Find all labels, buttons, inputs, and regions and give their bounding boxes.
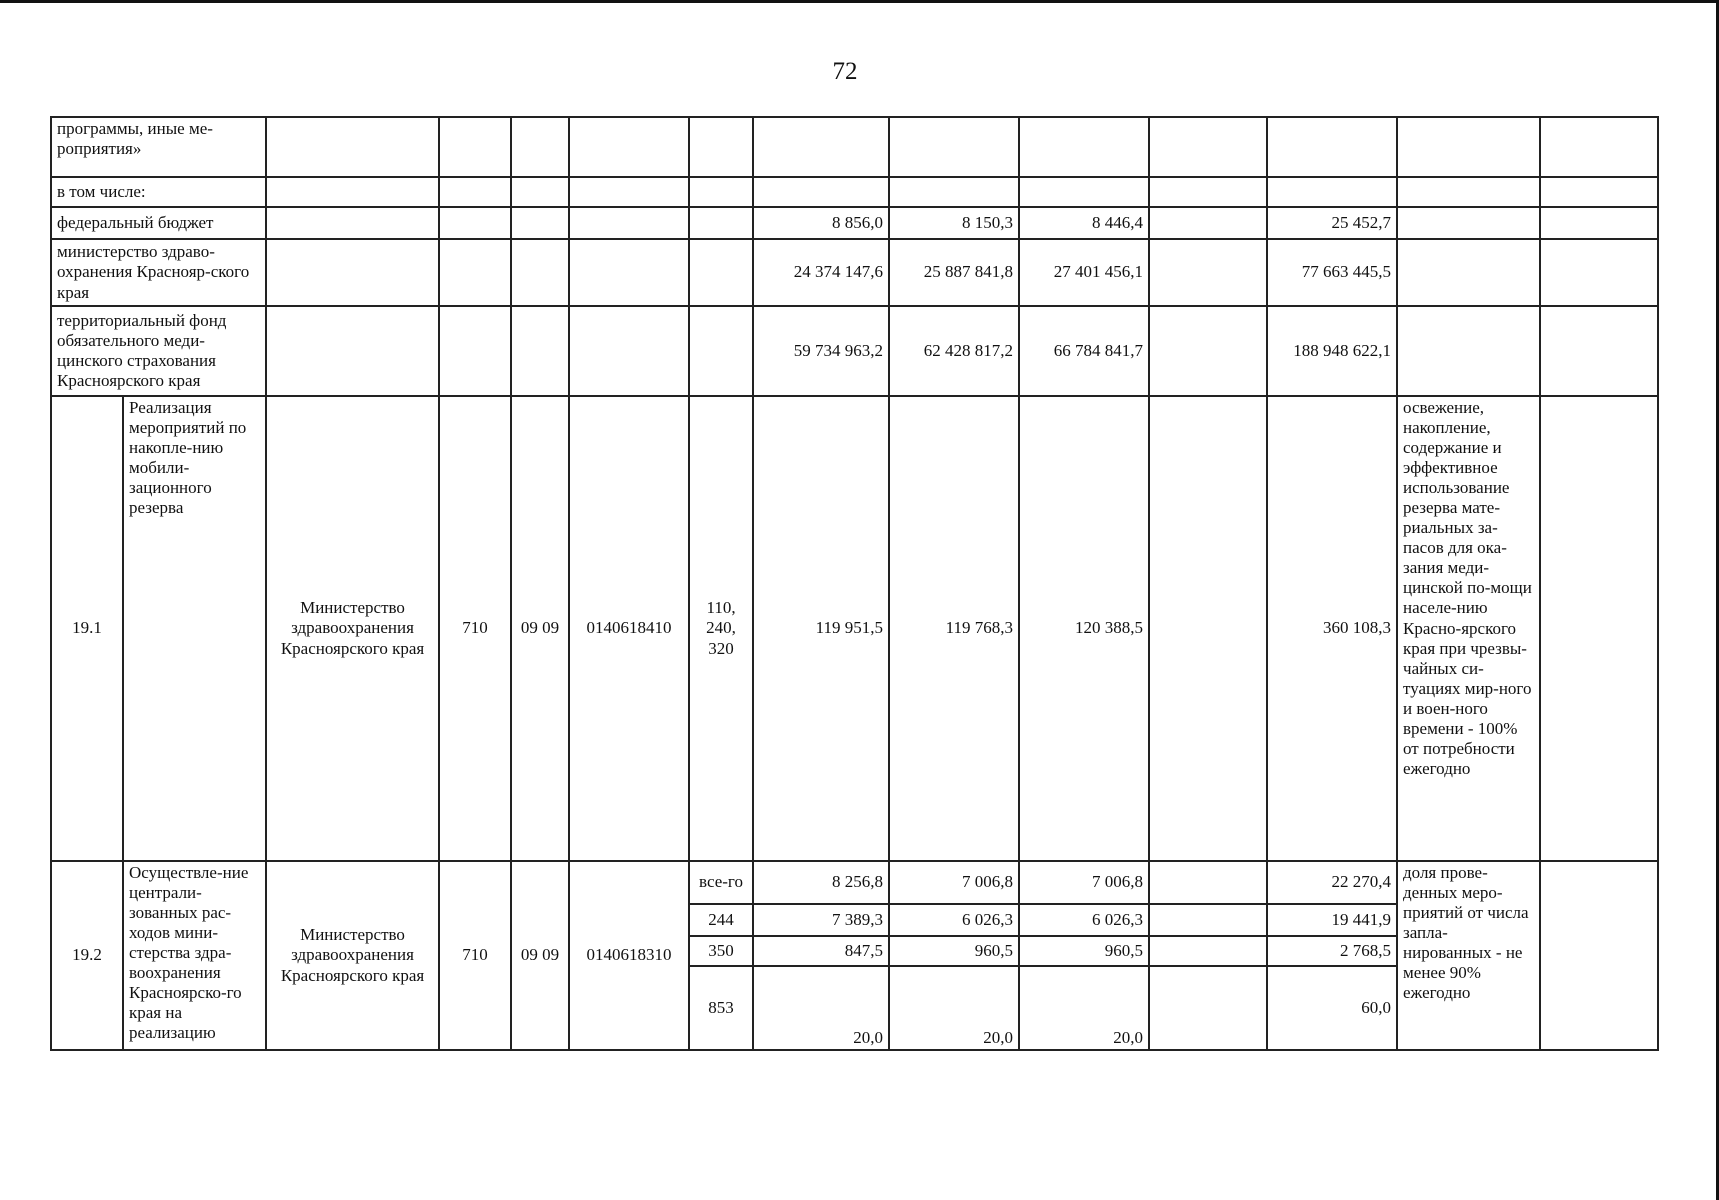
ministry-2026: 25 887 841,8 [889,239,1019,306]
table-row [51,207,1658,239]
amount-2025: 119 951,5 [753,396,889,861]
ministry-2027: 27 401 456,1 [1019,239,1149,306]
amount-2026: 20,0 [889,966,1019,1050]
foms-label: территориальный фонд обязательного меди-цинского страхования Красноярского края [51,306,266,396]
page-number: 72 [832,58,858,85]
row-number: 19.2 [51,861,123,1050]
table-row [51,861,1658,904]
amount-total: 19 441,9 [1267,904,1397,936]
csr-code: 0140618310 [569,861,689,1050]
amount-total: 22 270,4 [1267,861,1397,904]
expected-result: доля прове-денных меро-приятий от числа запла-нированных - не менее 90% ежегодно [1397,861,1540,1050]
grbs-code: 710 [439,861,511,1050]
grbs-name: Министерство здравоохранения Красноярского края [266,861,439,1050]
federal-total: 25 452,7 [1267,207,1397,239]
amount-2027: 960,5 [1019,936,1149,966]
amount-2027: 120 388,5 [1019,396,1149,861]
table-row [51,306,1658,396]
amount-2027: 20,0 [1019,966,1149,1050]
amount-2026: 119 768,3 [889,396,1019,861]
amount-2026: 960,5 [889,936,1019,966]
rzpr-code: 09 09 [511,861,569,1050]
table-row [51,396,1658,861]
vr-code: 110, 240, 320 [689,396,753,861]
table-row [51,117,1658,177]
ministry-2025: 24 374 147,6 [753,239,889,306]
table-row [51,239,1658,306]
program-name-cell: программы, иные ме-роприятия» [51,117,266,177]
foms-2026: 62 428 817,2 [889,306,1019,396]
csr-code: 0140618410 [569,396,689,861]
foms-total: 188 948 622,1 [1267,306,1397,396]
federal-2025: 8 856,0 [753,207,889,239]
grbs-code: 710 [439,396,511,861]
amount-2026: 7 006,8 [889,861,1019,904]
expected-result: освежение, накопление, содержание и эффективное использование резерва мате-риальных за-пасов для ока-зания меди-цинской по-мощи населе-нию Красно-ярского края при чрезвы-чайных си-туациях мир-ного и воен-ного времени - 100% от потребности ежегодно [1397,396,1540,861]
foms-2025: 59 734 963,2 [753,306,889,396]
federal-budget-label: федеральный бюджет [51,207,266,239]
vr-code: все-го [689,861,753,904]
rzpr-code: 09 09 [511,396,569,861]
measure-name: Реализация мероприятий по накопле-нию мобили-зационного резерва [123,396,266,861]
amount-total: 2 768,5 [1267,936,1397,966]
amount-2025: 8 256,8 [753,861,889,904]
federal-2027: 8 446,4 [1019,207,1149,239]
row-number: 19.1 [51,396,123,861]
federal-2026: 8 150,3 [889,207,1019,239]
vr-code: 853 [689,966,753,1050]
amount-2025: 20,0 [753,966,889,1050]
amount-2027: 7 006,8 [1019,861,1149,904]
amount-total: 60,0 [1267,966,1397,1050]
amount-total: 360 108,3 [1267,396,1397,861]
measure-name: Осуществле-ние централи-зованных рас-ходов мини-стерства здра-воохранения Красноярско-го края на реализацию [123,861,266,1050]
ministry-label: министерство здраво-охранения Краснояр-ского края [51,239,266,306]
amount-2025: 7 389,3 [753,904,889,936]
amount-2026: 6 026,3 [889,904,1019,936]
foms-2027: 66 784 841,7 [1019,306,1149,396]
including-label: в том числе: [51,177,266,207]
vr-code: 350 [689,936,753,966]
amount-2027: 6 026,3 [1019,904,1149,936]
amount-2025: 847,5 [753,936,889,966]
ministry-total: 77 663 445,5 [1267,239,1397,306]
table-row [51,177,1658,207]
grbs-name: Министерство здравоохранения Красноярского края [266,396,439,861]
budget-table [50,116,1659,1051]
vr-code: 244 [689,904,753,936]
